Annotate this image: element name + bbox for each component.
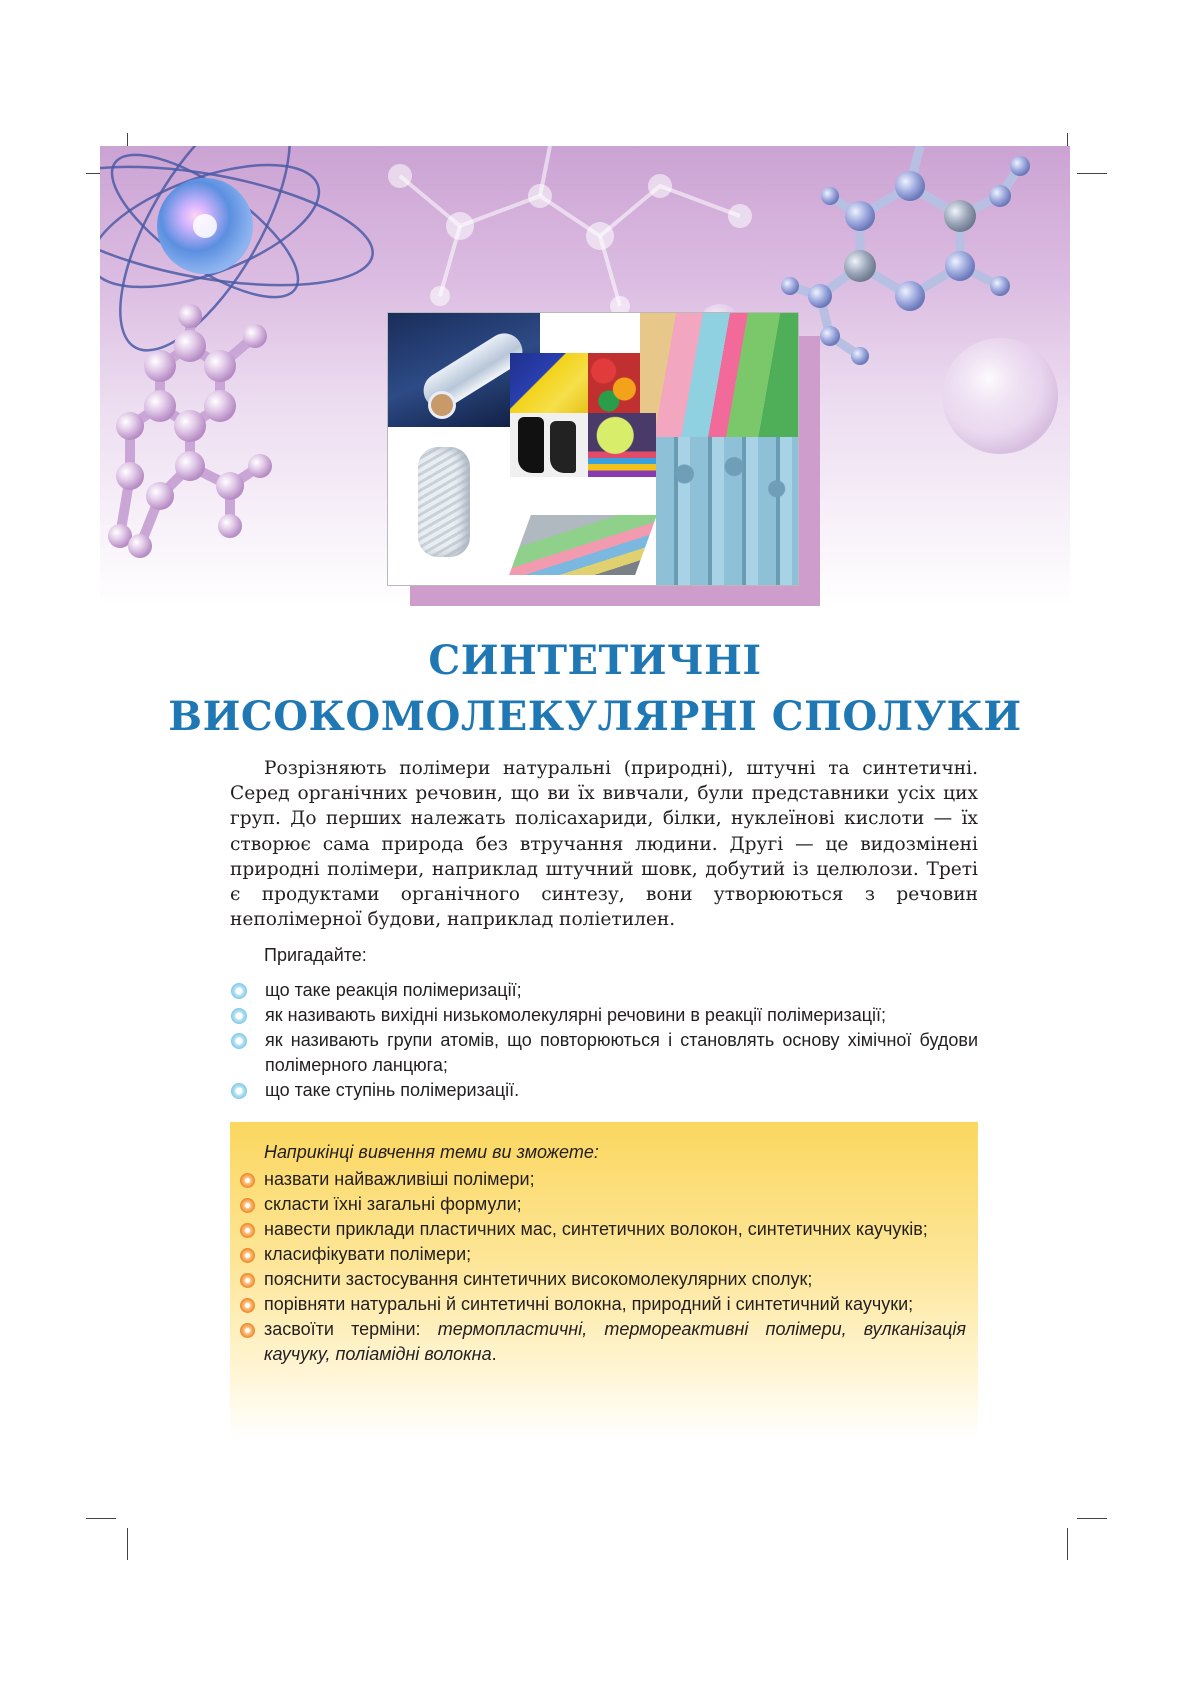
orange-bullet-icon: [240, 1298, 255, 1313]
list-item: що таке ступінь полімеризації.: [230, 1078, 978, 1103]
polymer-products-collage: [387, 312, 799, 586]
page-title-line-2: ВИСОКОМОЛЕКУЛЯРНІ СПОЛУКИ: [168, 693, 1022, 740]
orange-bullet-icon: [240, 1198, 255, 1213]
plastic-pipes-image: [656, 437, 798, 585]
page-title-line-1: СИНТЕТИЧНІ: [428, 637, 762, 684]
list-item: скласти їхні загальні формули;: [240, 1192, 966, 1217]
orange-bullet-icon: [240, 1248, 255, 1263]
list-item: як називають групи атомів, що повторюються і становлять основу хімічної будови полімерного ланцюга;: [230, 1028, 978, 1078]
intro-paragraph: Розрізняють полімери натуральні (природні), штучні та синтетичні. Серед органічних речовин, що ви їх вивчали, були представники усіх цих груп. До перших належать полісахариди, білки, нуклеїнові кислоти — їх створює сама природа без втручання людини. Другі — це видозмінені природні полімери, наприклад штучний шовк, добутий із целюлози. Треті є продуктами органічного синтезу, вони утворюються з речовин неполімерної будови, наприклад поліетилен.: [230, 758, 978, 931]
recall-heading: Пригадайте:: [264, 945, 367, 965]
list-item: пояснити застосування синтетичних високомолекулярних сполук;: [240, 1267, 966, 1292]
plastic-toys-image: [588, 353, 640, 413]
blue-bullet-icon: [231, 1083, 247, 1099]
rubber-gloves-image: [510, 353, 588, 413]
blue-bullet-icon: [231, 983, 247, 999]
list-item: навести приклади пластичних мас, синтетичних волокон, синтетичних каучуків;: [240, 1217, 966, 1242]
crop-mark: [1077, 1518, 1107, 1519]
list-item: [240, 1317, 966, 1367]
goals-heading: Наприкінці вивчення теми ви зможете:: [264, 1142, 599, 1162]
list-item: класифікувати полімери;: [240, 1242, 966, 1267]
crop-mark: [127, 1528, 128, 1560]
orange-bullet-icon: [240, 1273, 255, 1288]
plastic-sheets-image: [510, 477, 656, 585]
synthetic-fabrics-image: [640, 313, 798, 437]
goals-last-item-prefix: засвоїти терміни:: [264, 1319, 438, 1339]
list-item: порівняти натуральні й синтетичні волокна, природний і синтетичний каучуки;: [240, 1292, 966, 1317]
crop-mark: [1077, 173, 1107, 174]
balloons-image: [588, 413, 656, 477]
crop-mark: [1067, 1528, 1068, 1560]
orange-bullet-icon: [240, 1173, 255, 1188]
blue-bullet-icon: [231, 1033, 247, 1049]
recall-list: [230, 978, 978, 1103]
crop-mark: [86, 1518, 116, 1519]
list-item: як називають вихідні низькомолекулярні речовини в реакції полімеризації;: [230, 1003, 978, 1028]
orange-bullet-icon: [240, 1223, 255, 1238]
list-item: назвати найважливіші полімери;: [240, 1167, 966, 1192]
rubber-boots-image: [510, 413, 588, 477]
synthetic-thread-image: [388, 427, 510, 585]
list-item: що таке реакція полімеризації;: [230, 978, 978, 1003]
orange-bullet-icon: [240, 1323, 255, 1338]
goals-last-item-end: .: [491, 1344, 497, 1364]
goals-terms: термопластичні, термореактивні полімери, вулканізація каучуку, поліамідні волокна: [264, 1319, 967, 1364]
learning-goals-box: [230, 1122, 978, 1440]
goals-list: [240, 1167, 966, 1367]
blue-bullet-icon: [231, 1008, 247, 1024]
